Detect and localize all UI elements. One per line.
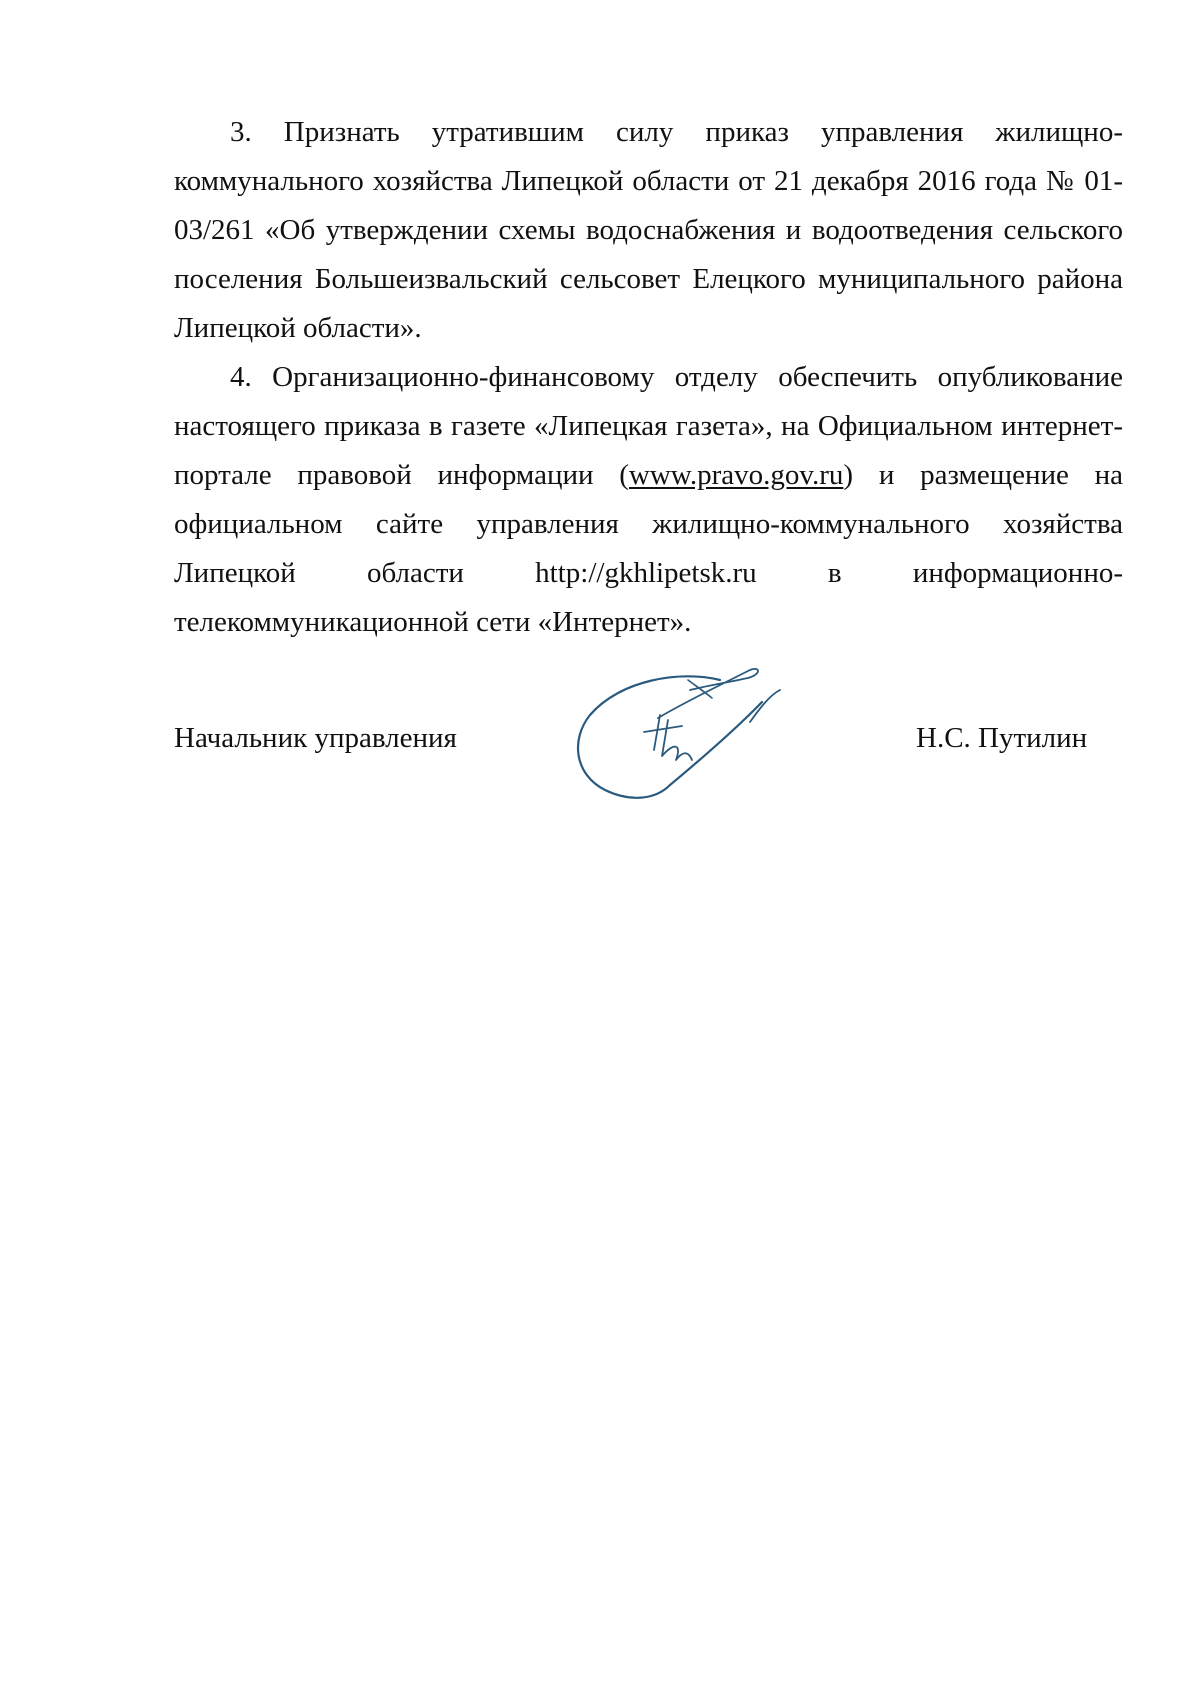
signatory-position: Начальник управления	[174, 722, 457, 754]
handwritten-signature	[570, 660, 810, 810]
document-body	[174, 108, 1123, 647]
paragraph-3-text: 3. Признать утратившим силу приказ управления жилищно-коммунального хозяйства Липецкой области от 21 декабря 2016 года № 01-03/261 «Об утверждении схемы водоснабжения и водоотведения сельского поселения Большеизвальский сельсовет Елецкого муниципального района Липецкой области».	[174, 116, 1123, 344]
signatory-name: Н.С. Путилин	[916, 722, 1088, 754]
paragraph-3	[174, 108, 1123, 353]
paragraph-4-text-end: ) и размещение на официальном сайте управления жилищно-коммунального хозяйства Липецкой области http://gkhlipetsk.ru в информационно-телекоммуникационной сети «Интернет».	[174, 459, 1123, 638]
paragraph-4	[174, 353, 1123, 647]
paragraph-4-text-start: 4. Организационно-финансовому отделу обеспечить опубликование настоящего приказа в газете «Липецкая газета», на Официальном интернет-портале правовой информации (	[174, 361, 1123, 491]
pravo-gov-link[interactable]: www.pravo.gov.ru	[628, 459, 844, 491]
